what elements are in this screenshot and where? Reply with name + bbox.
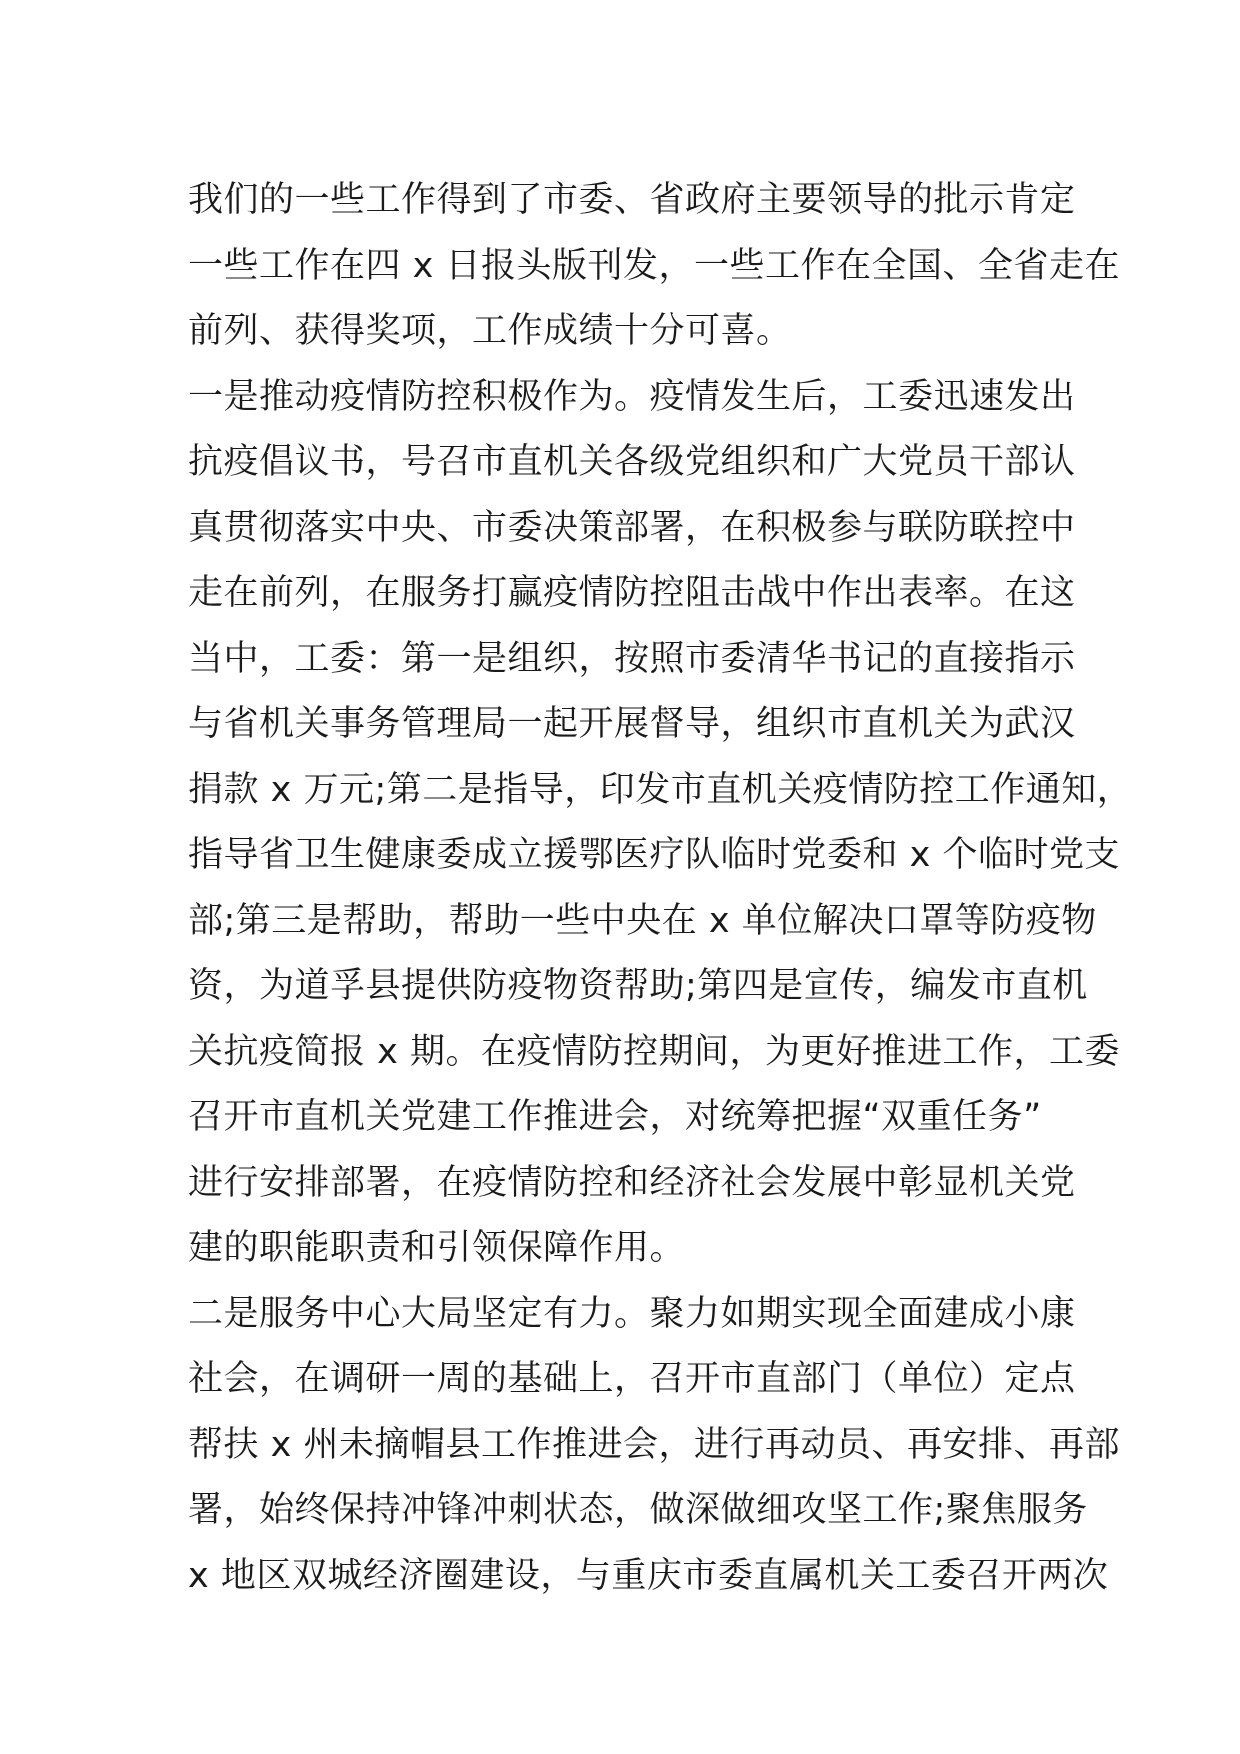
text-line: 一些工作在四 x 日报头版刊发，一些工作在全国、全省走在: [188, 245, 1120, 286]
text-line: 走在前列，在服务打赢疫情防控阻击战中作出表率。在这: [188, 573, 1076, 613]
text-line: 捐款 x 万元;第二是指导，印发市直机关疫情防控工作通知，: [188, 769, 1133, 810]
text-line: 抗疫倡议书，号召市直机关各级党组织和广大党员干部认: [188, 442, 1076, 482]
text-line: 社会，在调研一周的基础上，召开市直部门（单位）定点: [188, 1359, 1076, 1399]
text-line: 我们的一些工作得到了市委、省政府主要领导的批示肯定: [188, 180, 1076, 220]
text-line: 署，始终保持冲锋冲刺状态，做深做细攻坚工作;聚焦服务: [188, 1490, 1088, 1530]
text-line: 部;第三是帮助，帮助一些中央在 x 单位解决口罩等防疫物: [188, 900, 1097, 941]
text-line: 进行安排部署，在疫情防控和经济社会发展中彰显机关党: [188, 1162, 1076, 1203]
text-line: 指导省卫生健康委成立援鄂医疗队临时党委和 x 个临时党支: [188, 835, 1120, 875]
body-text: [188, 168, 1133, 1609]
text-line: 关抗疫简报 x 期。在疫情防控期间，为更好推进工作，工委: [188, 1031, 1120, 1072]
text-line: 真贯彻落实中央、市委决策部署，在积极参与联防联控中: [188, 507, 1076, 548]
text-line: 一是推动疫情防控积极作为。疫情发生后，工委迅速发出: [188, 376, 1076, 417]
text-line: 前列、获得奖项，工作成绩十分可喜。: [188, 311, 792, 351]
text-line: 帮扶 x 州未摘帽县工作推进会，进行再动员、再安排、再部: [188, 1424, 1120, 1465]
text-line: 建的职能职责和引领保障作用。: [188, 1228, 686, 1268]
text-line: 资，为道孚县提供防疫物资帮助;第四是宣传，编发市直机: [188, 966, 1088, 1006]
text-line: x 地区双城经济圈建设，与重庆市委直属机关工委召开两次: [188, 1555, 1109, 1596]
text-line: 与省机关事务管理局一起开展督导，组织市直机关为武汉: [188, 704, 1076, 744]
text-line: 召开市直机关党建工作推进会，对统筹把握“双重任务”: [188, 1097, 1042, 1137]
text-line: 当中，工委：第一是组织，按照市委清华书记的直接指示: [188, 638, 1076, 679]
text-line: 二是服务中心大局坚定有力。聚力如期实现全面建成小康: [188, 1293, 1076, 1334]
